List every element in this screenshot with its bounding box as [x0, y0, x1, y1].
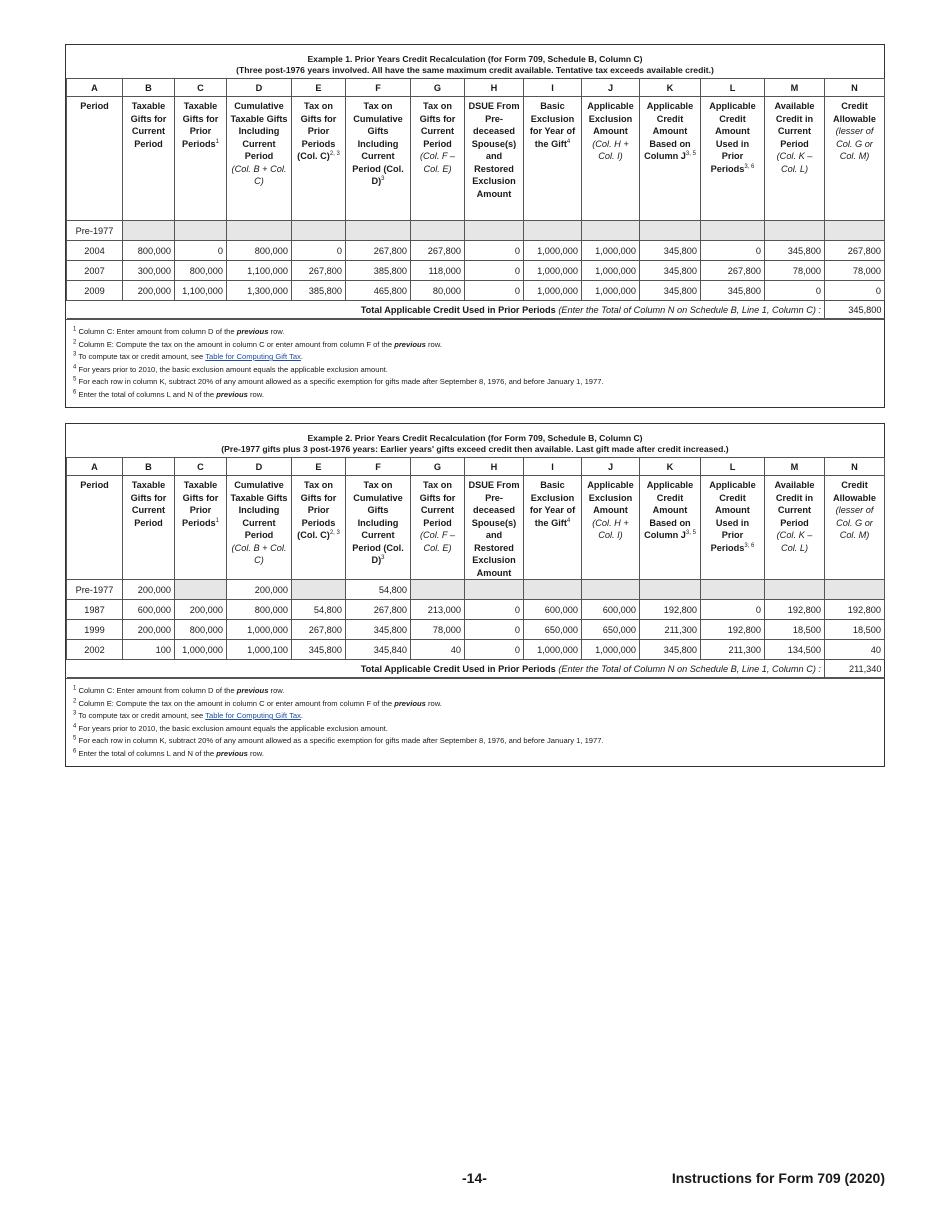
cell-b: 600,000 [123, 600, 175, 620]
cell-f: 345,800 [346, 620, 411, 640]
header-i: Basic Exclusion for Year of the Gift$^4$ [524, 97, 582, 221]
column-letter-h: H [465, 79, 524, 97]
cell-j: 1,000,000 [582, 640, 640, 660]
header-c: Taxable Gifts for Prior Periods$^1$ [175, 476, 227, 580]
cell-f: 54,800 [346, 580, 411, 600]
header-g: Tax on Gifts for Current Period (Col. F – Col. E) [411, 476, 465, 580]
column-letter-m: M [765, 458, 825, 476]
cell-f: 267,800 [346, 241, 411, 261]
column-letter-j: J [582, 458, 640, 476]
cell-period: 1999 [67, 620, 123, 640]
table-row [67, 221, 885, 241]
column-letter-f: F [346, 79, 411, 97]
cell-c [175, 221, 227, 241]
cell-e [292, 580, 346, 600]
column-letter-c: C [175, 458, 227, 476]
cell-period: 2009 [67, 281, 123, 301]
cell-i: 1,000,000 [524, 281, 582, 301]
total-label: Total Applicable Credit Used in Prior Periods (Enter the Total of Column N on Schedule B, Line 1, Column C) : [67, 660, 825, 678]
example-2 [65, 423, 885, 767]
cell-l: 345,800 [701, 281, 765, 301]
cell-c: 200,000 [175, 600, 227, 620]
cell-m [765, 580, 825, 600]
cell-k: 192,800 [640, 600, 701, 620]
footnotes [66, 678, 884, 766]
cell-j: 1,000,000 [582, 281, 640, 301]
header-h: DSUE From Pre-deceased Spouse(s) and Restored Exclusion Amount [465, 476, 524, 580]
cell-c: 800,000 [175, 261, 227, 281]
cell-l: 0 [701, 600, 765, 620]
cell-h: 0 [465, 620, 524, 640]
cell-l: 0 [701, 241, 765, 261]
cell-period: Pre-1977 [67, 580, 123, 600]
cell-n: 40 [825, 640, 885, 660]
header-a: Period [67, 476, 123, 580]
cell-g: 78,000 [411, 620, 465, 640]
cell-i: 1,000,000 [524, 241, 582, 261]
header-k: Applicable Credit Amount Based on Column J$^{3, 5}$ [640, 476, 701, 580]
header-m: Available Credit in Current Period (Col. K – Col. L) [765, 97, 825, 221]
cell-c: 1,100,000 [175, 281, 227, 301]
cell-m [765, 221, 825, 241]
credit-table [66, 457, 885, 678]
cell-g [411, 221, 465, 241]
cell-k: 345,800 [640, 261, 701, 281]
cell-j: 600,000 [582, 600, 640, 620]
header-m: Available Credit in Current Period (Col. K – Col. L) [765, 476, 825, 580]
cell-h: 0 [465, 600, 524, 620]
example-title-line2: (Three post-1976 years involved. All have the same maximum credit available. Tentative tax exceeds available credit.) [236, 65, 714, 75]
column-letter-d: D [227, 79, 292, 97]
column-letter-g: G [411, 458, 465, 476]
column-letter-e: E [292, 79, 346, 97]
form-title: Instructions for Form 709 (2020) [671, 1170, 885, 1186]
cell-e: 54,800 [292, 600, 346, 620]
cell-period: 2004 [67, 241, 123, 261]
column-letter-k: K [640, 79, 701, 97]
cell-j: 650,000 [582, 620, 640, 640]
cell-c: 800,000 [175, 620, 227, 640]
cell-g: 40 [411, 640, 465, 660]
header-n: Credit Allowable (lesser of Col. G or Col. M) [825, 476, 885, 580]
cell-h: 0 [465, 261, 524, 281]
cell-b: 200,000 [123, 620, 175, 640]
cell-d: 1,100,000 [227, 261, 292, 281]
table-row [67, 580, 885, 600]
table-row [67, 241, 885, 261]
cell-h: 0 [465, 640, 524, 660]
cell-e: 267,800 [292, 261, 346, 281]
cell-h [465, 580, 524, 600]
cell-g: 213,000 [411, 600, 465, 620]
cell-d: 1,000,100 [227, 640, 292, 660]
cell-i [524, 580, 582, 600]
table-row [67, 640, 885, 660]
cell-f: 385,800 [346, 261, 411, 281]
column-letter-l: L [701, 458, 765, 476]
footnote-1: $^1$ Column C: Enter amount from column D of the previous row. [73, 326, 285, 336]
cell-period: 2007 [67, 261, 123, 281]
cell-f: 465,800 [346, 281, 411, 301]
header-n: Credit Allowable (lesser of Col. G or Col. M) [825, 97, 885, 221]
total-row [67, 301, 885, 319]
example-title-line2: (Pre-1977 gifts plus 3 post-1976 years: Earlier years' gifts exceed credit then available. Last gift made after credit increased.) [221, 444, 729, 454]
header-i: Basic Exclusion for Year of the Gift$^4$ [524, 476, 582, 580]
cell-h: 0 [465, 241, 524, 261]
cell-k: 345,800 [640, 241, 701, 261]
header-b: Taxable Gifts for Current Period [123, 476, 175, 580]
header-j: Applicable Exclusion Amount (Col. H + Col. I) [582, 476, 640, 580]
cell-m: 0 [765, 281, 825, 301]
page-number: -14- [462, 1170, 487, 1186]
cell-i: 1,000,000 [524, 261, 582, 281]
cell-l: 192,800 [701, 620, 765, 640]
footnotes [66, 319, 884, 407]
column-letter-a: A [67, 79, 123, 97]
cell-j: 1,000,000 [582, 241, 640, 261]
cell-c [175, 580, 227, 600]
column-letter-c: C [175, 79, 227, 97]
column-letter-n: N [825, 458, 885, 476]
cell-b: 200,000 [123, 580, 175, 600]
cell-e: 345,800 [292, 640, 346, 660]
footnote-5: $^5$ For each row in column K, subtract 20% of any amount allowed as a specific exemption for gifts made after September 8, 1976, and before January 1, 1977. [73, 376, 604, 386]
cell-i: 650,000 [524, 620, 582, 640]
total-value: 345,800 [825, 301, 885, 319]
cell-n: 78,000 [825, 261, 885, 281]
table-row [67, 600, 885, 620]
gift-tax-table-link[interactable]: Table for Computing Gift Tax [205, 352, 301, 361]
cell-g: 267,800 [411, 241, 465, 261]
cell-l [701, 221, 765, 241]
cell-d [227, 221, 292, 241]
footnote-3: $^3$ To compute tax or credit amount, see Table for Computing Gift Tax. [73, 710, 304, 720]
cell-m: 78,000 [765, 261, 825, 281]
cell-k: 345,800 [640, 281, 701, 301]
column-letter-k: K [640, 458, 701, 476]
header-c: Taxable Gifts for Prior Periods$^1$ [175, 97, 227, 221]
example-title [66, 424, 884, 457]
cell-m: 192,800 [765, 600, 825, 620]
total-row [67, 660, 885, 678]
column-letter-j: J [582, 79, 640, 97]
footnote-1: $^1$ Column C: Enter amount from column D of the previous row. [73, 685, 285, 695]
column-letter-f: F [346, 458, 411, 476]
column-letter-e: E [292, 458, 346, 476]
column-letter-m: M [765, 79, 825, 97]
column-letter-b: B [123, 79, 175, 97]
column-letter-i: I [524, 79, 582, 97]
cell-c: 1,000,000 [175, 640, 227, 660]
cell-e [292, 221, 346, 241]
cell-j [582, 221, 640, 241]
footnote-4: $^4$ For years prior to 2010, the basic exclusion amount equals the applicable exclusion amount. [73, 722, 388, 733]
cell-e: 267,800 [292, 620, 346, 640]
cell-period: 2002 [67, 640, 123, 660]
example-title-line1: Example 2. Prior Years Credit Recalculation (for Form 709, Schedule B, Column C) [307, 433, 643, 443]
credit-table [66, 78, 885, 319]
column-letter-a: A [67, 458, 123, 476]
header-d: Cumulative Taxable Gifts Including Current Period (Col. B + Col. C) [227, 476, 292, 580]
cell-n: 192,800 [825, 600, 885, 620]
cell-n: 267,800 [825, 241, 885, 261]
header-f: Tax on Cumulative Gifts Including Current Period (Col. D)$^3$ [346, 476, 411, 580]
cell-k: 345,800 [640, 640, 701, 660]
footnote-2: $^2$ Column E: Compute the tax on the amount in column C or enter amount from column F of the previous row. [73, 697, 442, 708]
cell-k [640, 580, 701, 600]
table-row [67, 261, 885, 281]
cell-m: 345,800 [765, 241, 825, 261]
column-letter-i: I [524, 458, 582, 476]
footnote-4: $^4$ For years prior to 2010, the basic exclusion amount equals the applicable exclusion amount. [73, 363, 388, 374]
cell-h [465, 221, 524, 241]
table-row [67, 620, 885, 640]
cell-f: 345,840 [346, 640, 411, 660]
cell-c: 0 [175, 241, 227, 261]
footnote-3: $^3$ To compute tax or credit amount, see Table for Computing Gift Tax. [73, 351, 304, 361]
column-letter-n: N [825, 79, 885, 97]
cell-g: 118,000 [411, 261, 465, 281]
footnote-6: $^6$ Enter the total of columns L and N of the previous row. [73, 388, 264, 399]
footnote-2: $^2$ Column E: Compute the tax on the amount in column C or enter amount from column F of the previous row. [73, 338, 442, 349]
column-letter-l: L [701, 79, 765, 97]
header-e: Tax on Gifts for Prior Periods (Col. C)$^{2, 3}$ [292, 97, 346, 221]
cell-e: 385,800 [292, 281, 346, 301]
cell-m: 18,500 [765, 620, 825, 640]
header-k: Applicable Credit Amount Based on Column J$^{3, 5}$ [640, 97, 701, 221]
cell-j [582, 580, 640, 600]
cell-f: 267,800 [346, 600, 411, 620]
cell-k: 211,300 [640, 620, 701, 640]
cell-l: 267,800 [701, 261, 765, 281]
cell-i: 600,000 [524, 600, 582, 620]
cell-j: 1,000,000 [582, 261, 640, 281]
header-j: Applicable Exclusion Amount (Col. H + Col. I) [582, 97, 640, 221]
cell-e: 0 [292, 241, 346, 261]
cell-i: 1,000,000 [524, 640, 582, 660]
cell-k [640, 221, 701, 241]
cell-b: 100 [123, 640, 175, 660]
column-letter-b: B [123, 458, 175, 476]
header-e: Tax on Gifts for Prior Periods (Col. C)$^{2, 3}$ [292, 476, 346, 580]
example-title [66, 45, 884, 78]
cell-n: 0 [825, 281, 885, 301]
example-1 [65, 44, 885, 408]
footnote-5: $^5$ For each row in column K, subtract 20% of any amount allowed as a specific exemption for gifts made after September 8, 1976, and before January 1, 1977. [73, 735, 604, 745]
footnote-6: $^6$ Enter the total of columns L and N of the previous row. [73, 747, 264, 758]
cell-l [701, 580, 765, 600]
cell-d: 800,000 [227, 600, 292, 620]
cell-g: 80,000 [411, 281, 465, 301]
cell-d: 200,000 [227, 580, 292, 600]
cell-f [346, 221, 411, 241]
cell-b: 800,000 [123, 241, 175, 261]
header-g: Tax on Gifts for Current Period (Col. F – Col. E) [411, 97, 465, 221]
cell-b: 200,000 [123, 281, 175, 301]
cell-b [123, 221, 175, 241]
cell-l: 211,300 [701, 640, 765, 660]
total-value: 211,340 [825, 660, 885, 678]
example-title-line1: Example 1. Prior Years Credit Recalculation (for Form 709, Schedule B, Column C) [307, 54, 643, 64]
total-label: Total Applicable Credit Used in Prior Periods (Enter the Total of Column N on Schedule B, Line 1, Column C) : [67, 301, 825, 319]
header-l: Applicable Credit Amount Used in Prior Periods$^{3, 6}$ [701, 476, 765, 580]
cell-h: 0 [465, 281, 524, 301]
table-row [67, 281, 885, 301]
column-letter-d: D [227, 458, 292, 476]
header-d: Cumulative Taxable Gifts Including Current Period (Col. B + Col. C) [227, 97, 292, 221]
cell-g [411, 580, 465, 600]
cell-n: 18,500 [825, 620, 885, 640]
header-l: Applicable Credit Amount Used in Prior Periods$^{3, 6}$ [701, 97, 765, 221]
cell-m: 134,500 [765, 640, 825, 660]
cell-period: 1987 [67, 600, 123, 620]
cell-period: Pre-1977 [67, 221, 123, 241]
cell-n [825, 580, 885, 600]
cell-d: 1,300,000 [227, 281, 292, 301]
cell-n [825, 221, 885, 241]
header-a: Period [67, 97, 123, 221]
cell-d: 1,000,000 [227, 620, 292, 640]
cell-b: 300,000 [123, 261, 175, 281]
header-f: Tax on Cumulative Gifts Including Current Period (Col. D)$^3$ [346, 97, 411, 221]
gift-tax-table-link[interactable]: Table for Computing Gift Tax [205, 711, 301, 720]
header-h: DSUE From Pre-deceased Spouse(s) and Restored Exclusion Amount [465, 97, 524, 221]
column-letter-g: G [411, 79, 465, 97]
header-b: Taxable Gifts for Current Period [123, 97, 175, 221]
column-letter-h: H [465, 458, 524, 476]
cell-d: 800,000 [227, 241, 292, 261]
cell-i [524, 221, 582, 241]
